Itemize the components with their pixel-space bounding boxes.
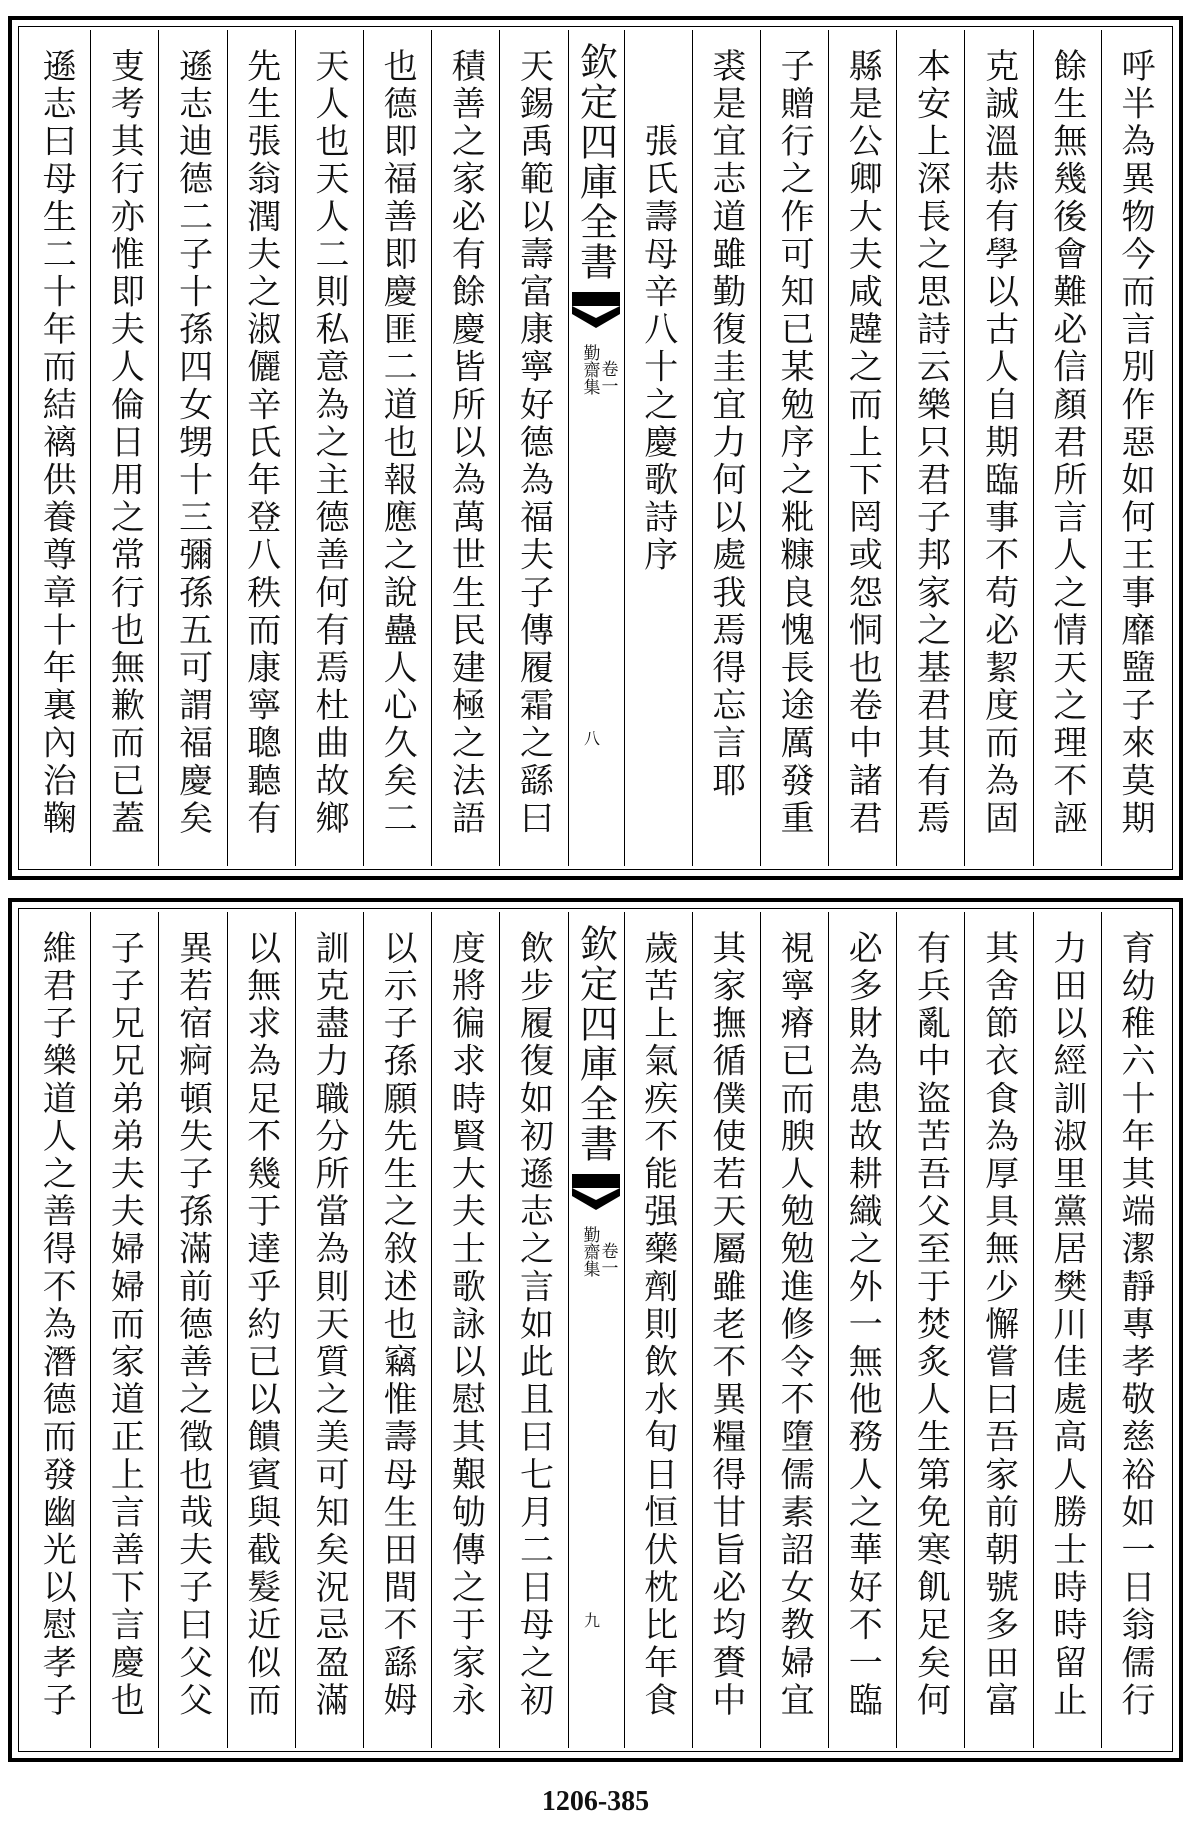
text-column: 遜志曰母生二十年而結褵供養尊章十年裏內治鞠 — [36, 48, 77, 838]
column-rule — [227, 30, 228, 866]
text-column: 遜志迪德二子十孫四女甥十三彌孫五可謂福慶矣 — [172, 48, 213, 838]
volume-label: 卷一 — [597, 360, 618, 394]
column-rule — [158, 30, 159, 866]
text-column: 飲步履復如初遜志之言如此且曰七月二日母之初 — [513, 930, 554, 1720]
text-column: 以無求為足不幾于達乎約已以饋賓與截髮近似而 — [240, 930, 281, 1720]
text-column: 子子兄兄弟弟夫夫婦婦而家道正上言善下言慶也 — [104, 930, 145, 1720]
text-column: 積善之家必有餘慶皆所以為萬世生民建極之法語 — [445, 48, 486, 838]
column-rule — [964, 912, 965, 1748]
text-column: 縣是公卿大夫咸韙之而上下罔或怨恫也卷中諸君 — [842, 48, 883, 838]
column-rule — [828, 912, 829, 1748]
folio-number: 八 — [581, 730, 601, 746]
text-column: 異若宿痾頓失子孫滿前德善之徵也哉夫子曰父父 — [172, 930, 213, 1720]
column-rule — [431, 912, 432, 1748]
column-rule — [227, 912, 228, 1748]
column-rule — [692, 30, 693, 866]
center-margin — [568, 30, 624, 866]
column-rule — [568, 30, 569, 866]
text-column: 育幼稚六十年其端潔靜專孝敬慈裕如一日翁儒行 — [1115, 930, 1155, 1720]
column-rule — [624, 912, 625, 1748]
text-column: 張氏壽母辛八十之慶歌詩序 — [637, 48, 678, 575]
text-column: 先生張翁潤夫之淑儷辛氏年登八秩而康寧聰聽有 — [240, 48, 281, 838]
volume-label: 卷一 — [597, 1242, 618, 1276]
text-column: 其家撫循僕使若天屬雖老不異糧得甘旨必均賚中 — [705, 930, 746, 1720]
text-column: 歲苦上氣疾不能强藥劑則飲水旬日恒伏枕比年食 — [637, 930, 678, 1720]
column-rule — [1101, 30, 1102, 866]
center-margin — [568, 912, 624, 1748]
folio-number: 九 — [581, 1612, 601, 1628]
column-rule — [896, 30, 897, 866]
series-title: 欽定四庫全書 — [573, 42, 618, 282]
column-rule — [90, 30, 91, 866]
text-column: 天錫禹範以壽富康寧好德為福夫子傳履霜之繇曰 — [513, 48, 554, 838]
text-column: 餘生無幾後會難必信顏君所言人之情天之理不誣 — [1046, 48, 1087, 838]
column-rule — [624, 30, 625, 866]
top-page-scan — [8, 16, 1183, 880]
column-rule — [499, 912, 500, 1748]
column-rule — [295, 30, 296, 866]
column-rule — [295, 912, 296, 1748]
book-name: 勤齋集 — [579, 1226, 600, 1277]
text-column: 其舍節衣食為厚具無少懈嘗曰吾家前朝號多田富 — [978, 930, 1019, 1720]
text-column: 度將徧求時賢大夫士歌詠以慰其艱劬傳之于家永 — [445, 930, 486, 1720]
text-column: 克誠溫恭有學以古人自期臨事不苟必絜度而為固 — [978, 48, 1019, 838]
text-column: 有兵亂中盜苦吾父至于焚炙人生第免寒飢足矣何 — [910, 930, 951, 1720]
text-column: 呼半為異物今而言別作惡如何王事靡盬子來莫期 — [1115, 48, 1155, 838]
text-column: 叓考其行亦惟即夫人倫日用之常行也無歉而已蓋 — [104, 48, 145, 838]
series-title: 欽定四庫全書 — [573, 924, 618, 1164]
footer-reference-number: 1206-385 — [541, 1786, 650, 1817]
text-column: 也德即福善即慶匪二道也報應之說蠱人心久矣二 — [377, 48, 418, 838]
text-column: 裘是宜志道雖勤復圭宜力何以處我焉得忘言耶 — [705, 48, 746, 800]
text-column: 子贈行之作可知已某勉序之粃糠良愧長途厲發重 — [774, 48, 815, 838]
text-column: 訓克盡力職分所當為則天質之美可知矣況忌盈滿 — [308, 930, 349, 1720]
text-column: 必多財為患故耕織之外一無他務人之華好不一臨 — [842, 930, 883, 1720]
column-rule — [158, 912, 159, 1748]
column-rule — [760, 30, 761, 866]
column-rule — [964, 30, 965, 866]
text-column: 天人也天人二則私意為之主德善何有焉杜曲故鄉 — [308, 48, 349, 838]
column-rule — [1101, 912, 1102, 1748]
fish-tail-mark-icon — [572, 1174, 620, 1216]
column-rule — [1033, 912, 1034, 1748]
column-rule — [499, 30, 500, 866]
text-column: 本安上深長之思詩云樂只君子邦家之基君其有焉 — [910, 48, 951, 838]
column-rule — [363, 30, 364, 866]
column-rule — [90, 912, 91, 1748]
text-column: 以示子孫願先生之敘述也竊惟壽母生田間不繇姆 — [377, 930, 418, 1720]
column-rule — [1033, 30, 1034, 866]
column-rule — [568, 912, 569, 1748]
column-rule — [431, 30, 432, 866]
column-rule — [760, 912, 761, 1748]
book-name: 勤齋集 — [579, 344, 600, 395]
text-column: 維君子樂道人之善得不為潛德而發幽光以慰孝子 — [36, 930, 77, 1720]
column-rule — [692, 912, 693, 1748]
text-column: 力田以經訓淑里黨居樊川佳處高人勝士時時留止 — [1046, 930, 1087, 1720]
column-rule — [828, 30, 829, 866]
fish-tail-mark-icon — [572, 292, 620, 334]
text-column: 視寧瘠已而腴人勉勉進修令不墮儒素詔女教婦宜 — [774, 930, 815, 1720]
bottom-page-scan — [8, 898, 1183, 1762]
column-rule — [896, 912, 897, 1748]
column-rule — [363, 912, 364, 1748]
